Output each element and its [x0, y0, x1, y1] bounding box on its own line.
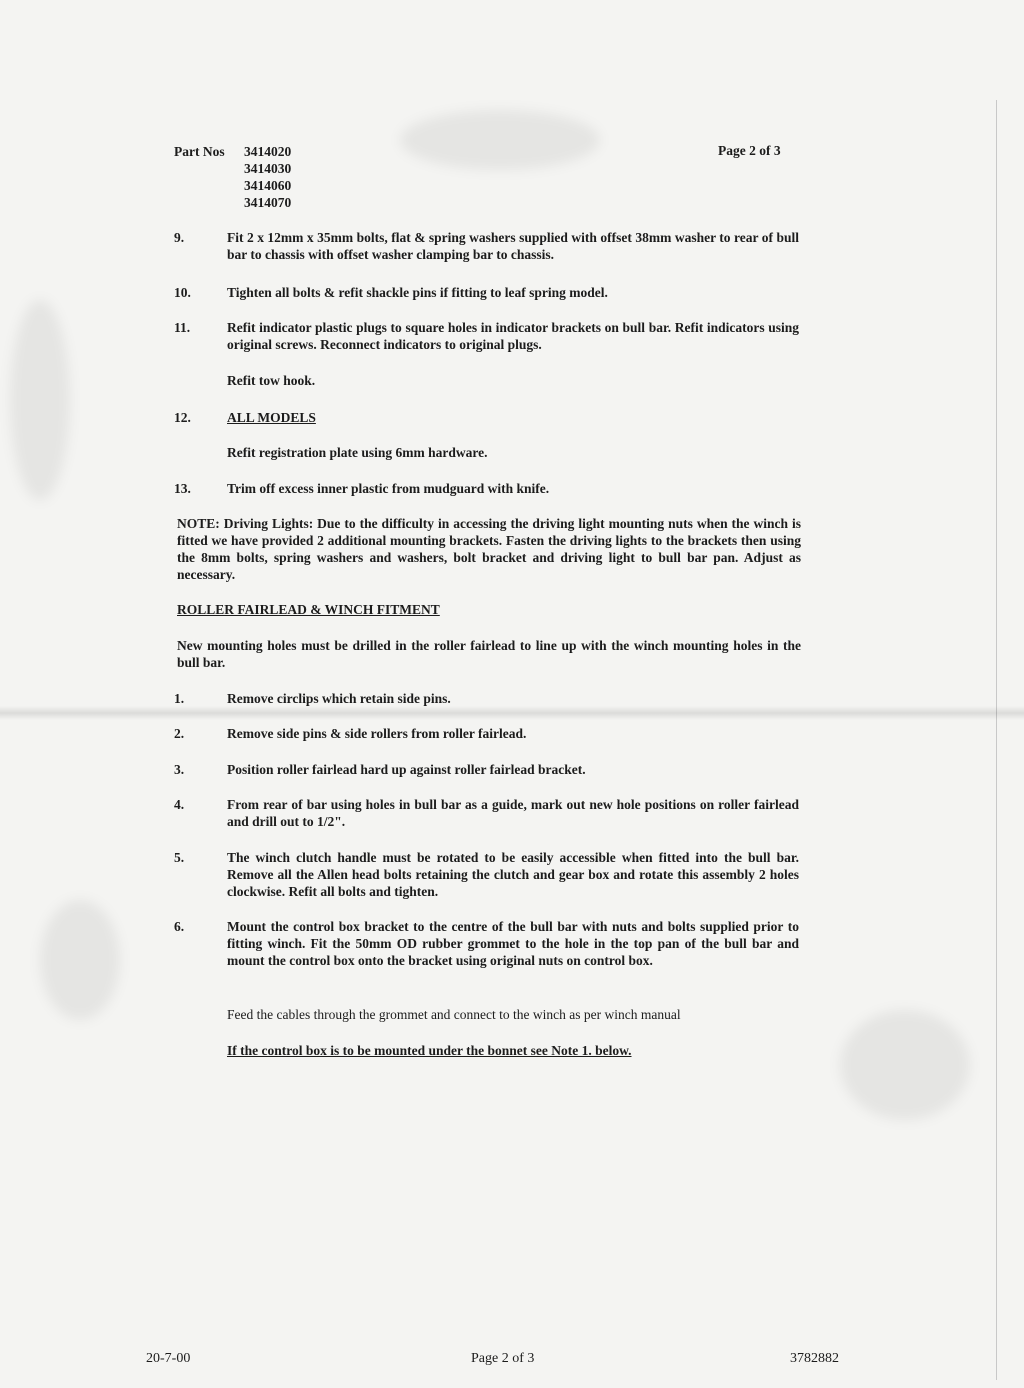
step-text: From rear of bar using holes in bull bar as a guide, mark out new hole positions on roller fairlead and drill out to 1/2".: [227, 797, 799, 829]
scan-smudge: [400, 110, 600, 170]
part-numbers-label: Part Nos: [174, 144, 225, 159]
step-text: Trim off excess inner plastic from mudguard with knife.: [227, 481, 550, 496]
step-number: 12.: [174, 410, 191, 425]
step-note-reference: If the control box is to be mounted under the bonnet see Note 1. below.: [227, 1043, 632, 1058]
step-text: Remove side pins & side rollers from roller fairlead.: [227, 726, 527, 741]
step-number: 2.: [174, 726, 185, 741]
step-text: Tighten all bolts & refit shackle pins if fitting to leaf spring model.: [227, 285, 608, 300]
section-heading-all-models: ALL MODELS: [227, 410, 316, 425]
step-text: Mount the control box bracket to the centre of the bull bar with nuts and bolts supplied prior to fitting winch. Fit the 50mm OD rubber grommet to the hole in the top pan of the bull bar and mount the control box onto the bracket using original nuts on control box.: [227, 919, 799, 968]
step-text: Refit indicator plastic plugs to square holes in indicator brackets on bull bar. Refit indicators using original screws. Reconnect indicators to original plugs.: [227, 320, 799, 352]
note-paragraph: NOTE: Driving Lights: Due to the difficulty in accessing the driving light mounting nuts when the winch is fitted we have provided 2 additional mounting brackets. Fasten the driving lights to the brackets then using the 8mm bolts, spring washers and washers, bolt bracket and driving light to bull bar pan. Adjust as necessary.: [177, 516, 801, 582]
part-number: 3414070: [244, 195, 292, 210]
step-text: The winch clutch handle must be rotated to be easily accessible when fitted into the bull bar. Remove all the Allen head bolts retaining the clutch and gear box and rotate this assembly 2 holes clockwise. Refit all bolts and tighten.: [227, 850, 799, 899]
step-number: 3.: [174, 762, 185, 777]
step-text: Position roller fairlead hard up against roller fairlead bracket.: [227, 762, 586, 777]
step-number: 6.: [174, 919, 185, 934]
footer-page-number: Page 2 of 3: [471, 1351, 535, 1366]
scan-edge-line: [996, 100, 997, 1380]
section-title: ROLLER FAIRLEAD & WINCH FITMENT: [177, 602, 440, 617]
fold-crease: [0, 706, 1024, 720]
part-number: 3414020: [244, 144, 292, 159]
step-text: Feed the cables through the grommet and connect to the winch as per winch manual: [227, 1007, 681, 1022]
step-text: Fit 2 x 12mm x 35mm bolts, flat & spring washers supplied with offset 38mm washer to rear of bull bar to chassis with offset washer clamping bar to chassis.: [227, 230, 799, 262]
page-number-top: Page 2 of 3: [718, 143, 781, 158]
step-number: 1.: [174, 691, 185, 706]
footer-doc-number: 3782882: [790, 1351, 839, 1366]
step-number: 5.: [174, 850, 185, 865]
step-number: 9.: [174, 230, 185, 245]
section-intro: New mounting holes must be drilled in the roller fairlead to line up with the winch mounting holes in the bull bar.: [177, 638, 801, 670]
step-number: 4.: [174, 797, 185, 812]
scan-smudge: [10, 300, 70, 500]
step-text: Refit tow hook.: [227, 373, 316, 388]
scan-smudge: [40, 900, 120, 1020]
scan-smudge: [840, 1010, 970, 1120]
part-number: 3414060: [244, 178, 292, 193]
step-number: 11.: [174, 320, 191, 335]
step-number: 10.: [174, 285, 191, 300]
footer-date: 20-7-00: [146, 1351, 191, 1366]
part-number: 3414030: [244, 161, 292, 176]
step-text: Refit registration plate using 6mm hardware.: [227, 445, 488, 460]
step-text: Remove circlips which retain side pins.: [227, 691, 451, 706]
step-number: 13.: [174, 481, 191, 496]
part-numbers-block: [174, 143, 292, 210]
